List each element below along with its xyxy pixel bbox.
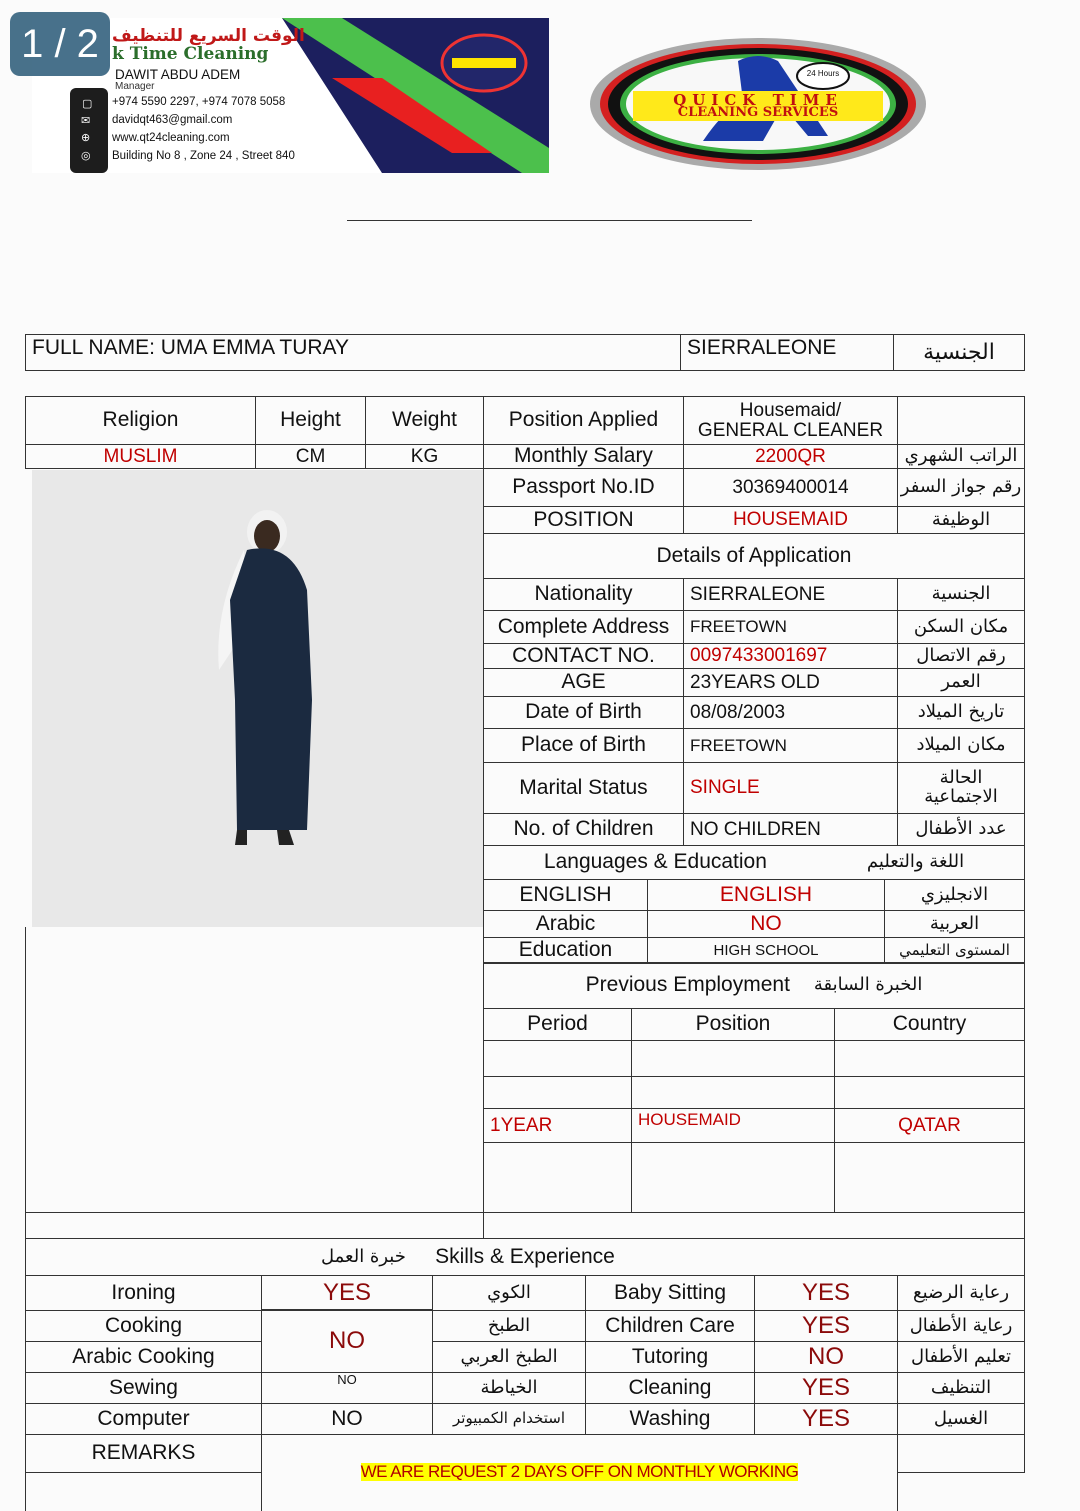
photo-frame bbox=[25, 927, 484, 1213]
details-title: Details of Application bbox=[483, 533, 1025, 579]
detail-label: AGE bbox=[483, 668, 684, 697]
globe-icon: ⊕ bbox=[81, 132, 91, 144]
empty-cell bbox=[631, 1142, 835, 1213]
detail-value: FREETOWN bbox=[683, 610, 898, 644]
detail-value: 23YEARS OLD bbox=[683, 668, 898, 697]
language-value: NO bbox=[647, 910, 885, 938]
card-arabic-name: الوقت السريع للتنظيف bbox=[112, 26, 305, 46]
employment-title-ar: الخبرة السابقة bbox=[813, 974, 923, 996]
skills-title-ar: خبرة العمل bbox=[321, 1245, 406, 1267]
full-name: FULL NAME: UMA EMMA TURAY bbox=[25, 334, 681, 371]
passport-ar: رقم جواز السفر bbox=[897, 468, 1025, 507]
language-value: ENGLISH bbox=[647, 879, 885, 911]
position-ar: الوظيفة bbox=[897, 506, 1025, 534]
remarks-cell bbox=[261, 1434, 898, 1511]
detail-ar: العمر bbox=[897, 668, 1025, 697]
language-ar: الانجليزي bbox=[884, 879, 1025, 911]
language-ar: العربية bbox=[884, 910, 1025, 938]
languages-header bbox=[483, 845, 1025, 880]
empty-cell bbox=[897, 1434, 1025, 1473]
skill-ar: تعليم الأطفال bbox=[897, 1341, 1025, 1373]
skill-ar: الطبخ bbox=[432, 1310, 586, 1342]
empty-cell bbox=[25, 1472, 262, 1511]
empty-cell bbox=[483, 1142, 632, 1213]
position-applied-label: Position Applied bbox=[483, 396, 684, 445]
email-icon: ✉ bbox=[81, 115, 91, 127]
logo-line2: CLEANING SERVICES bbox=[677, 105, 839, 120]
country-header: Country bbox=[834, 1008, 1025, 1041]
detail-ar: رقم الاتصال bbox=[897, 643, 1025, 669]
language-value: HIGH SCHOOL bbox=[647, 937, 885, 964]
language-ar: المستوى التعليمي bbox=[884, 937, 1025, 964]
languages-title-ar: اللغة والتعليم bbox=[866, 851, 965, 873]
skill-label: Arabic Cooking bbox=[25, 1341, 262, 1373]
detail-ar: مكان الميلاد bbox=[897, 728, 1025, 763]
detail-label: No. of Children bbox=[483, 813, 684, 846]
card-website: www.qt24cleaning.com bbox=[112, 132, 230, 144]
card-company-name: k Time Cleaning bbox=[112, 44, 269, 64]
page-indicator: 1 / 2 bbox=[10, 12, 110, 76]
language-label: Arabic bbox=[483, 910, 648, 938]
detail-value: SINGLE bbox=[683, 762, 898, 814]
company-logo bbox=[588, 36, 928, 172]
skill-ar: الكوي bbox=[432, 1275, 586, 1311]
divider bbox=[347, 220, 752, 221]
detail-label: Marital Status bbox=[483, 762, 684, 814]
detail-ar: مكان السكن bbox=[897, 610, 1025, 644]
skill-value: YES bbox=[754, 1275, 898, 1311]
employment-header bbox=[483, 962, 1025, 1009]
skills-title: Skills & Experience bbox=[435, 1244, 615, 1268]
card-email: davidqt463@gmail.com bbox=[112, 114, 233, 126]
detail-label: Place of Birth bbox=[483, 728, 684, 763]
skill-value: NO bbox=[754, 1341, 898, 1373]
phone-icon: ▢ bbox=[82, 98, 93, 110]
nationality-top: SIERRALEONE bbox=[680, 334, 894, 371]
empty-cell bbox=[483, 1040, 632, 1077]
detail-value: NO CHILDREN bbox=[683, 813, 898, 846]
detail-value: 0097433001697 bbox=[683, 643, 898, 669]
religion-value: MUSLIM bbox=[25, 444, 256, 469]
card-address: Building No 8 , Zone 24 , Street 840 bbox=[112, 150, 295, 162]
salary-ar: الراتب الشهري bbox=[897, 444, 1025, 469]
skill-ar: الطبخ العربي bbox=[432, 1341, 586, 1373]
detail-label: Nationality bbox=[483, 578, 684, 611]
detail-ar: الجنسية bbox=[897, 578, 1025, 611]
period-header: Period bbox=[483, 1008, 632, 1041]
weight-value: KG bbox=[365, 444, 484, 469]
skill-ar: رعاية الأطفال bbox=[897, 1310, 1025, 1342]
language-label: ENGLISH bbox=[483, 879, 648, 911]
skill-label: Cleaning bbox=[585, 1372, 755, 1404]
detail-label: Date of Birth bbox=[483, 696, 684, 729]
salary-label: Monthly Salary bbox=[483, 444, 684, 469]
empty-cell bbox=[25, 1212, 484, 1239]
employment-position: HOUSEMAID bbox=[631, 1108, 835, 1143]
weight-label: Weight bbox=[365, 396, 484, 445]
passport-value: 30369400014 bbox=[683, 468, 898, 507]
empty-cell bbox=[834, 1076, 1025, 1109]
nationality-top-ar: الجنسية bbox=[893, 334, 1025, 371]
detail-ar: عدد الأطفال bbox=[897, 813, 1025, 846]
height-value: CM bbox=[255, 444, 366, 469]
logo-line1: QUICK TIME bbox=[673, 91, 843, 109]
skill-ar: التنظيف bbox=[897, 1372, 1025, 1404]
skill-label: Children Care bbox=[585, 1310, 755, 1342]
position-applied-value: Housemaid/ GENERAL CLEANER bbox=[683, 396, 898, 445]
religion-label: Religion bbox=[25, 396, 256, 445]
skill-ar: استخدام الكمبيوتر bbox=[432, 1403, 586, 1435]
skills-header bbox=[25, 1238, 1025, 1276]
employment-title: Previous Employment bbox=[585, 973, 790, 997]
candidate-photo bbox=[32, 470, 483, 927]
languages-title: Languages & Education bbox=[543, 850, 767, 874]
skill-label: Computer bbox=[25, 1403, 262, 1435]
skill-ar: الخياطة bbox=[432, 1372, 586, 1404]
salary-value: 2200QR bbox=[683, 444, 898, 469]
skill-ar: الغسيل bbox=[897, 1403, 1025, 1435]
card-role: Manager bbox=[115, 81, 155, 92]
skill-label: Ironing bbox=[25, 1275, 262, 1311]
skill-label: Washing bbox=[585, 1403, 755, 1435]
empty-cell bbox=[897, 396, 1025, 445]
skill-label: Tutoring bbox=[585, 1341, 755, 1373]
empty-cell bbox=[834, 1142, 1025, 1213]
skill-value: NO bbox=[261, 1372, 433, 1404]
detail-ar: الحالة الاجتماعية bbox=[897, 762, 1025, 814]
detail-value: 08/08/2003 bbox=[683, 696, 898, 729]
location-icon: ◎ bbox=[81, 150, 91, 162]
language-label: Education bbox=[483, 937, 648, 964]
empty-cell bbox=[834, 1040, 1025, 1077]
detail-value: FREETOWN bbox=[683, 728, 898, 763]
skill-label: Baby Sitting bbox=[585, 1275, 755, 1311]
cooking-value: NO bbox=[261, 1309, 433, 1373]
skill-value: YES bbox=[754, 1372, 898, 1404]
empty-cell bbox=[631, 1076, 835, 1109]
skill-value: NO bbox=[261, 1403, 433, 1435]
card-person: DAWIT ABDU ADEM bbox=[115, 67, 241, 82]
employment-period: 1YEAR bbox=[483, 1108, 632, 1143]
passport-label: Passport No.ID bbox=[483, 468, 684, 507]
skill-value: YES bbox=[754, 1403, 898, 1435]
empty-cell bbox=[483, 1212, 1025, 1239]
detail-label: Complete Address bbox=[483, 610, 684, 644]
position-value: HOUSEMAID bbox=[683, 506, 898, 534]
empty-cell bbox=[483, 1076, 632, 1109]
skill-value: YES bbox=[754, 1310, 898, 1342]
position-header: Position bbox=[631, 1008, 835, 1041]
skill-ar: رعاية الرضيع bbox=[897, 1275, 1025, 1311]
detail-ar: تاريخ الميلاد bbox=[897, 696, 1025, 729]
height-label: Height bbox=[255, 396, 366, 445]
logo-hours: 24 Hours bbox=[806, 69, 840, 78]
detail-value: SIERRALEONE bbox=[683, 578, 898, 611]
empty-cell bbox=[631, 1040, 835, 1077]
employment-country: QATAR bbox=[834, 1108, 1025, 1143]
card-phone: +974 5590 2297, +974 7078 5058 bbox=[112, 96, 286, 108]
skill-value: YES bbox=[261, 1275, 433, 1311]
skill-label: Sewing bbox=[25, 1372, 262, 1404]
remarks-value: WE ARE REQUEST 2 DAYS OFF ON MONTHLY WORKING bbox=[360, 1462, 799, 1482]
position-label: POSITION bbox=[483, 506, 684, 534]
skill-label: Cooking bbox=[25, 1310, 262, 1342]
remarks-label: REMARKS bbox=[25, 1434, 262, 1473]
detail-label: CONTACT NO. bbox=[483, 643, 684, 669]
